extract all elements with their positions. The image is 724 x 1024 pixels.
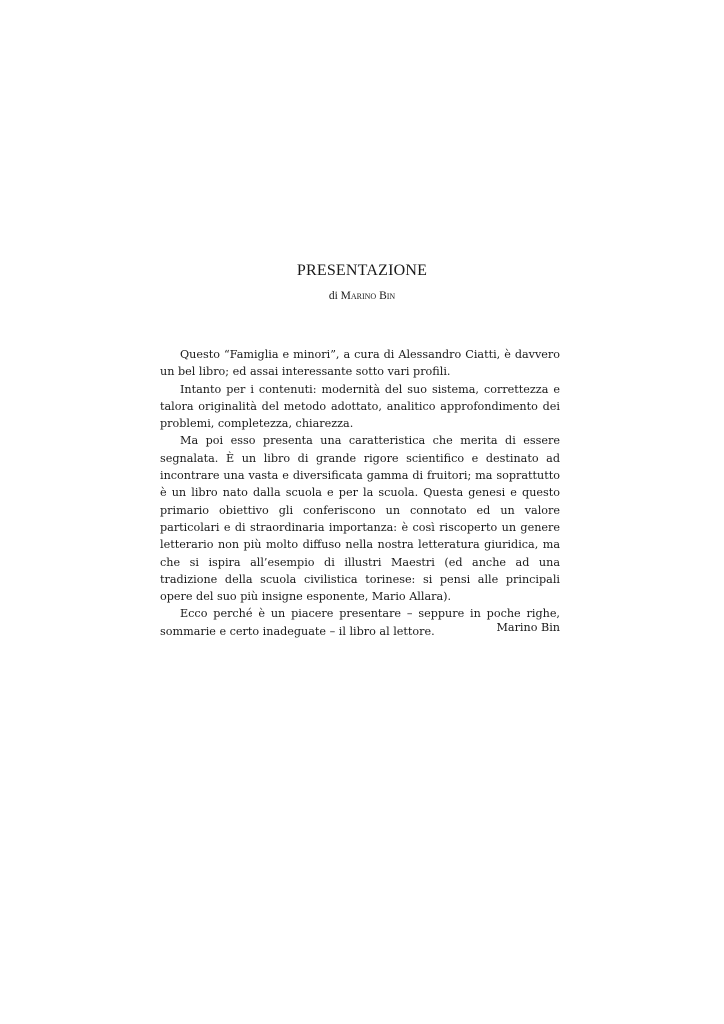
paragraph-4: Ecco perché è un piacere presentare – seppure in poche righe, sommarie e certo inadeguate – il libro al lettore. <box>160 607 560 638</box>
signature: Marino Bin <box>496 621 560 634</box>
author-byline <box>0 290 724 302</box>
paragraph-3: Ma poi esso presenta una caratteristica che merita di essere segnalata. È un libro di grande rigore scientifico e destinato ad incontrare una vasta e diversificata gamma di fruitori; ma soprattutto è un libro nato dalla scuola e per la scuola. Questa genesi e questo primario obiettivo gli conferiscono un connotato ed un valore particolari e di straordinaria importanza: è così riscoperto un genere letterario non più molto diffuso nella nostra letteratura giuridica, ma che si ispira all’esempio di illustri Maestri (ed anche ad una tradizione della scuola civilistica torinese: si pensi alle principali opere del suo più insigne esponente, Mario Allara). <box>160 434 560 604</box>
body-text <box>160 346 560 640</box>
paragraph-1: Questo “Famiglia e minori”, a cura di Alessandro Ciatti, è davvero un bel libro; ed assai interessante sotto vari profili. <box>160 348 560 379</box>
byline-author: Marino Bin <box>340 290 396 302</box>
byline-prefix: di <box>328 290 341 302</box>
page-title: PRESENTAZIONE <box>296 262 428 279</box>
paragraph-2: Intanto per i contenuti: modernità del suo sistema, correttezza e talora originalità del metodo adottato, analitico approfondimento dei problemi, completezza, chiarezza. <box>160 382 560 431</box>
